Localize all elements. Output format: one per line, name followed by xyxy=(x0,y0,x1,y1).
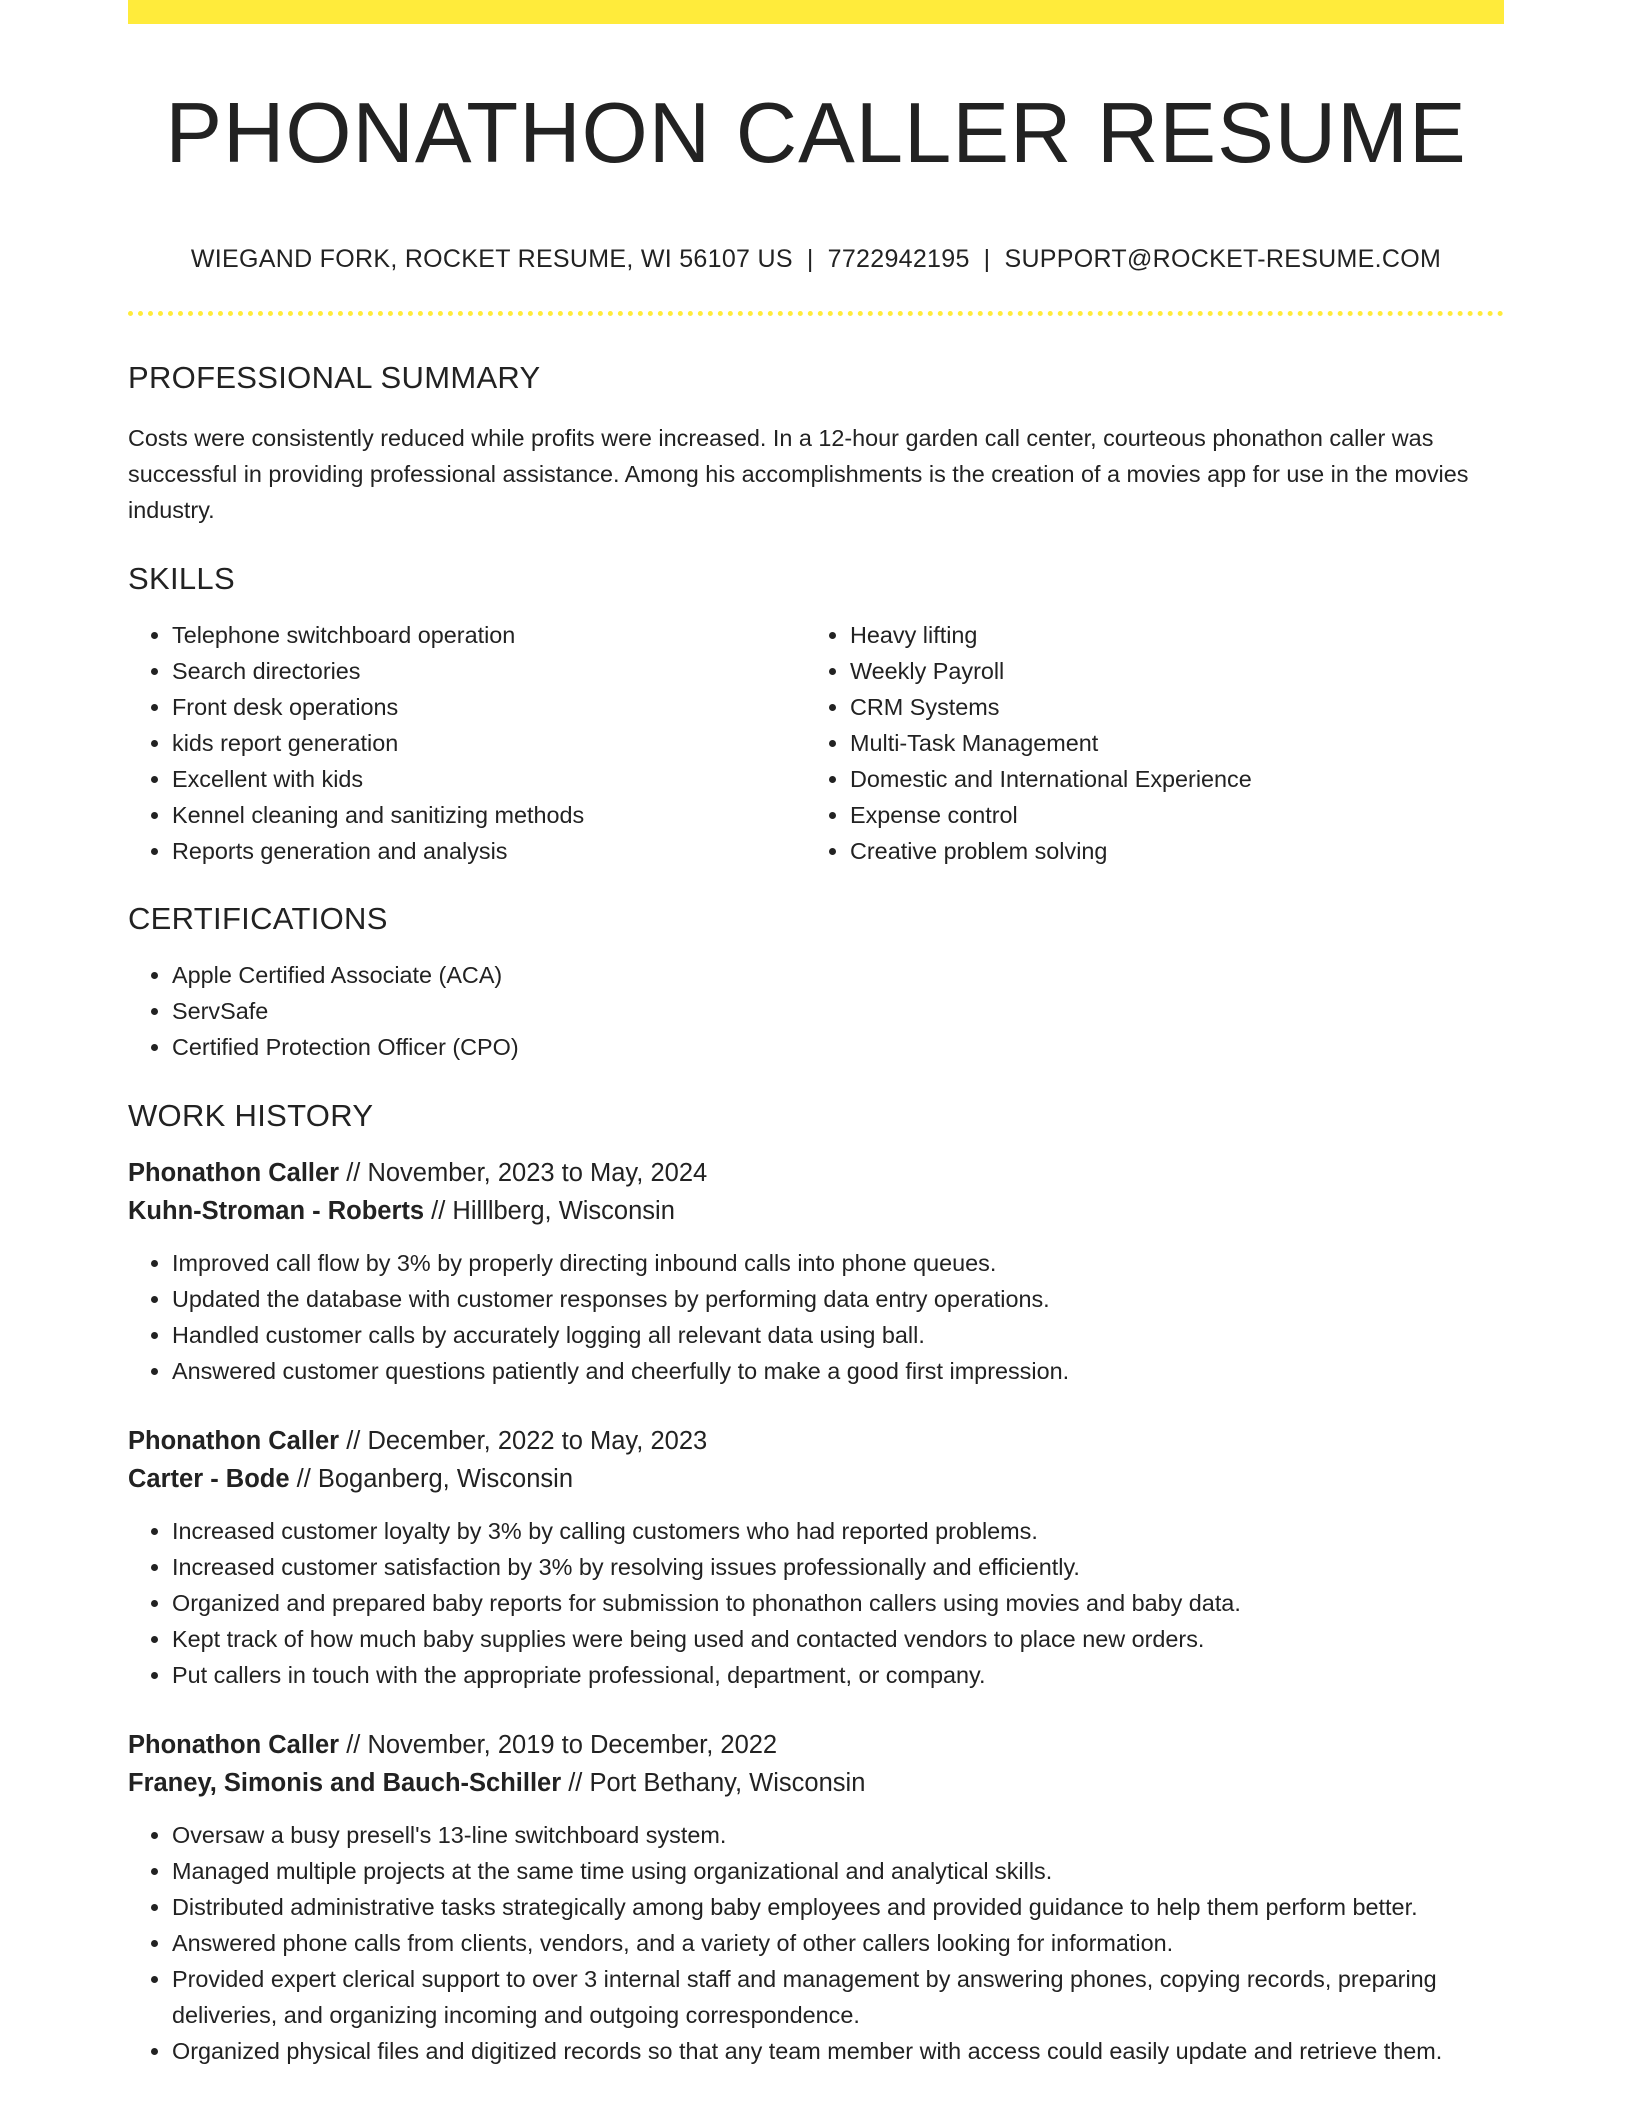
job-company-line xyxy=(128,1764,1504,1802)
resume-title: PHONATHON CALLER RESUME xyxy=(165,86,1467,181)
skills-column-right xyxy=(806,617,1484,869)
job-entry xyxy=(128,1726,1504,2069)
skills-list-left xyxy=(128,617,806,869)
job-company: Kuhn-Stroman - Roberts xyxy=(128,1196,425,1225)
skills-column-left xyxy=(128,617,806,869)
job-location: // Port Bethany, Wisconsin xyxy=(561,1768,866,1797)
skills-heading: SKILLS xyxy=(128,560,235,596)
skill-item: • Front desk operations xyxy=(172,689,806,725)
dotted-divider xyxy=(128,311,1504,316)
job-dates: // November, 2023 to May, 2024 xyxy=(339,1158,708,1187)
job-location: // Boganberg, Wisconsin xyxy=(289,1464,574,1493)
contact-separator: | xyxy=(983,244,991,273)
skill-item: • CRM Systems xyxy=(850,689,1484,725)
skill-item: • Creative problem solving xyxy=(850,833,1484,869)
job-bullet: • Improved call flow by 3% by properly directing inbound calls into phone queues. xyxy=(172,1245,1504,1281)
skill-item: • Kennel cleaning and sanitizing methods xyxy=(172,797,806,833)
certification-item: • ServSafe xyxy=(172,993,1504,1029)
skill-item: • Search directories xyxy=(172,653,806,689)
job-bullet: • Provided expert clerical support to over 3 internal staff and management by answering phones, copying records, preparing deliveries, and organizing incoming and outgoing correspondence. xyxy=(172,1961,1504,2033)
contact-line xyxy=(128,245,1504,274)
summary-heading: PROFESSIONAL SUMMARY xyxy=(128,359,541,395)
accent-top-bar xyxy=(128,0,1504,24)
skill-item: • Multi-Task Management xyxy=(850,725,1484,761)
job-bullet: • Distributed administrative tasks strategically among baby employees and provided guidance to help them perform better. xyxy=(172,1889,1504,1925)
job-entry xyxy=(128,1154,1504,1389)
skill-item: • kids report generation xyxy=(172,725,806,761)
contact-email: SUPPORT@ROCKET-RESUME.COM xyxy=(1004,244,1442,273)
job-role: Phonathon Caller xyxy=(128,1730,340,1759)
job-bullet: • Handled customer calls by accurately logging all relevant data using ball. xyxy=(172,1317,1504,1353)
skills-list-right xyxy=(806,617,1484,869)
job-role-line xyxy=(128,1422,1504,1460)
job-role-line xyxy=(128,1154,1504,1192)
job-bullets xyxy=(128,1513,1504,1693)
job-bullet: • Managed multiple projects at the same time using organizational and analytical skills. xyxy=(172,1853,1504,1889)
certification-item: • Certified Protection Officer (CPO) xyxy=(172,1029,1504,1065)
job-company-line xyxy=(128,1460,1504,1498)
work-history-heading: WORK HISTORY xyxy=(128,1097,374,1133)
job-company-line xyxy=(128,1192,1504,1230)
contact-phone: 7722942195 xyxy=(827,244,970,273)
job-bullets xyxy=(128,1245,1504,1389)
job-bullet: • Organized and prepared baby reports for submission to phonathon callers using movies and baby data. xyxy=(172,1585,1504,1621)
certification-item: • Apple Certified Associate (ACA) xyxy=(172,957,1504,993)
job-bullet: • Increased customer satisfaction by 3% by resolving issues professionally and efficiently. xyxy=(172,1549,1504,1585)
job-bullets xyxy=(128,1817,1504,2069)
job-dates: // December, 2022 to May, 2023 xyxy=(339,1426,708,1455)
job-bullet: • Put callers in touch with the appropriate professional, department, or company. xyxy=(172,1657,1504,1693)
skill-item: • Excellent with kids xyxy=(172,761,806,797)
job-bullet: • Oversaw a busy presell's 13-line switchboard system. xyxy=(172,1817,1504,1853)
job-role-line xyxy=(128,1726,1504,1764)
job-bullet: • Answered customer questions patiently and cheerfully to make a good first impression. xyxy=(172,1353,1504,1389)
job-bullet: • Organized physical files and digitized records so that any team member with access could easily update and retrieve them. xyxy=(172,2033,1504,2069)
job-bullet: • Answered phone calls from clients, vendors, and a variety of other callers looking for information. xyxy=(172,1925,1504,1961)
job-role: Phonathon Caller xyxy=(128,1426,340,1455)
skill-item: • Heavy lifting xyxy=(850,617,1484,653)
contact-address: WIEGAND FORK, ROCKET RESUME, WI 56107 US xyxy=(190,244,793,273)
job-location: // Hilllberg, Wisconsin xyxy=(424,1196,675,1225)
job-company: Franey, Simonis and Bauch-Schiller xyxy=(128,1768,562,1797)
job-entry xyxy=(128,1422,1504,1693)
job-bullet: • Updated the database with customer responses by performing data entry operations. xyxy=(172,1281,1504,1317)
job-bullet: • Increased customer loyalty by 3% by calling customers who had reported problems. xyxy=(172,1513,1504,1549)
skill-item: • Expense control xyxy=(850,797,1484,833)
skills-grid xyxy=(128,617,1504,869)
contact-separator: | xyxy=(806,244,814,273)
skill-item: • Domestic and International Experience xyxy=(850,761,1484,797)
job-bullet: • Kept track of how much baby supplies were being used and contacted vendors to place new orders. xyxy=(172,1621,1504,1657)
resume-sheet xyxy=(128,0,1504,2069)
certifications-list xyxy=(128,957,1504,1065)
certifications-heading: CERTIFICATIONS xyxy=(128,900,388,936)
summary-text: Costs were consistently reduced while profits were increased. In a 12-hour garden call center, courteous phonathon caller was successful in providing professional assistance. Among his accomplishments is the creation of a movies app for use in the movies industry. xyxy=(128,424,1469,523)
job-company: Carter - Bode xyxy=(128,1464,290,1493)
skill-item: • Reports generation and analysis xyxy=(172,833,806,869)
skill-item: • Weekly Payroll xyxy=(850,653,1484,689)
job-dates: // November, 2019 to December, 2022 xyxy=(339,1730,778,1759)
job-role: Phonathon Caller xyxy=(128,1158,340,1187)
skill-item: • Telephone switchboard operation xyxy=(172,617,806,653)
